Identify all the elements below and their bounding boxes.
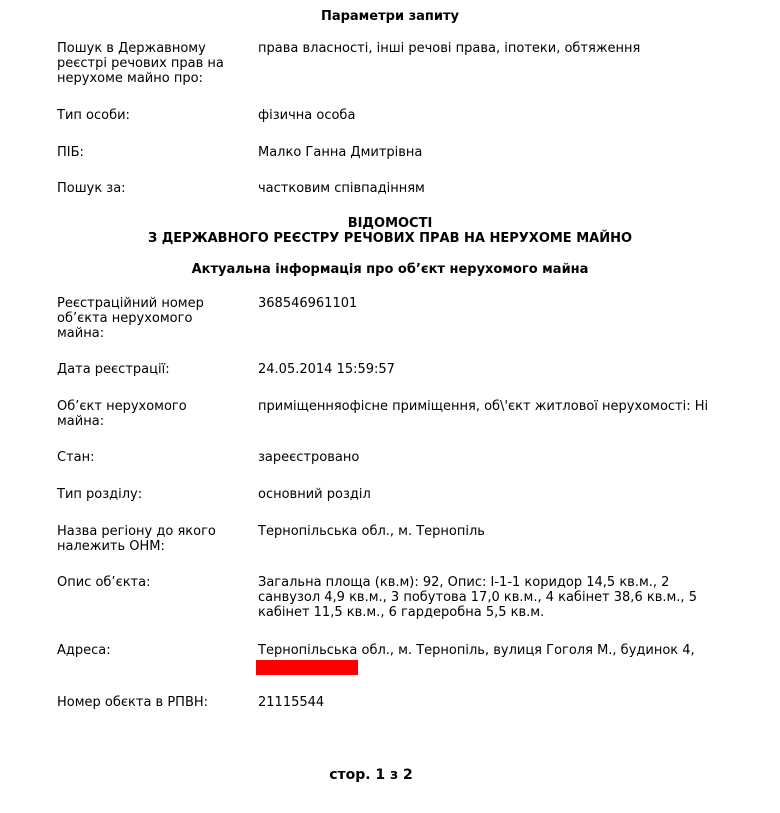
info-value-address: Тернопільська обл., м. Тернопіль, вулиця Гоголя М., будинок 4, <box>258 643 695 658</box>
query-heading: Параметри запиту <box>320 9 460 24</box>
query-value-search-by: частковим співпадінням <box>258 181 425 196</box>
info-subheading: Актуальна інформація про об’єкт нерухомого майна <box>191 262 589 277</box>
info-label-description: Опис об’єкта: <box>57 575 151 590</box>
redaction-bar <box>256 660 358 675</box>
query-label-name: ПІБ: <box>57 145 84 160</box>
query-label-search: Пошук в Державному реєстрі речових прав на нерухоме майно про: <box>57 41 224 86</box>
page-number: стор. 1 з 2 <box>329 767 413 783</box>
info-value-reg-date: 24.05.2014 15:59:57 <box>258 362 395 377</box>
info-label-object: Об’єкт нерухомого майна: <box>57 399 187 429</box>
info-label-region: Назва регіону до якого належить ОНМ: <box>57 524 216 554</box>
info-value-object: приміщенняофісне приміщення, об\'єкт житлової нерухомості: Ні <box>258 399 709 414</box>
info-value-region: Тернопільська обл., м. Тернопіль <box>258 524 485 539</box>
query-label-person-type: Тип особи: <box>57 108 130 123</box>
info-label-reg-number: Реєстраційний номер об’єкта нерухомого майна: <box>57 296 204 341</box>
info-label-status: Стан: <box>57 450 95 465</box>
query-value-search: права власності, інші речові права, іпотеки, обтяження <box>258 41 641 56</box>
info-value-section-type: основний розділ <box>258 487 371 502</box>
query-label-search-by: Пошук за: <box>57 181 126 196</box>
info-value-rpvn-number: 21115544 <box>258 695 325 710</box>
info-title-line2: З ДЕРЖАВНОГО РЕЄСТРУ РЕЧОВИХ ПРАВ НА НЕРУХОМЕ МАЙНО <box>147 231 633 246</box>
info-label-section-type: Тип розділу: <box>57 487 143 502</box>
info-value-status: зареєстровано <box>258 450 360 465</box>
info-title-line1: ВІДОМОСТІ <box>347 216 433 231</box>
info-label-address: Адреса: <box>57 643 111 658</box>
info-value-reg-number: 368546961101 <box>258 296 358 311</box>
query-value-person-type: фізична особа <box>258 108 356 123</box>
info-value-description: Загальна площа (кв.м): 92, Опис: І-1-1 коридор 14,5 кв.м., 2 санвузол 4,9 кв.м., 3 побутова 17,0 кв.м., 4 кабінет 38,6 кв.м., 5 кабінет 11,5 кв.м., 6 гардеробна 5,5 кв.м. <box>258 575 697 620</box>
query-value-name: Малко Ганна Дмитрівна <box>258 145 423 160</box>
info-label-reg-date: Дата реєстрації: <box>57 362 170 377</box>
info-label-rpvn-number: Номер обєкта в РПВН: <box>57 695 209 710</box>
